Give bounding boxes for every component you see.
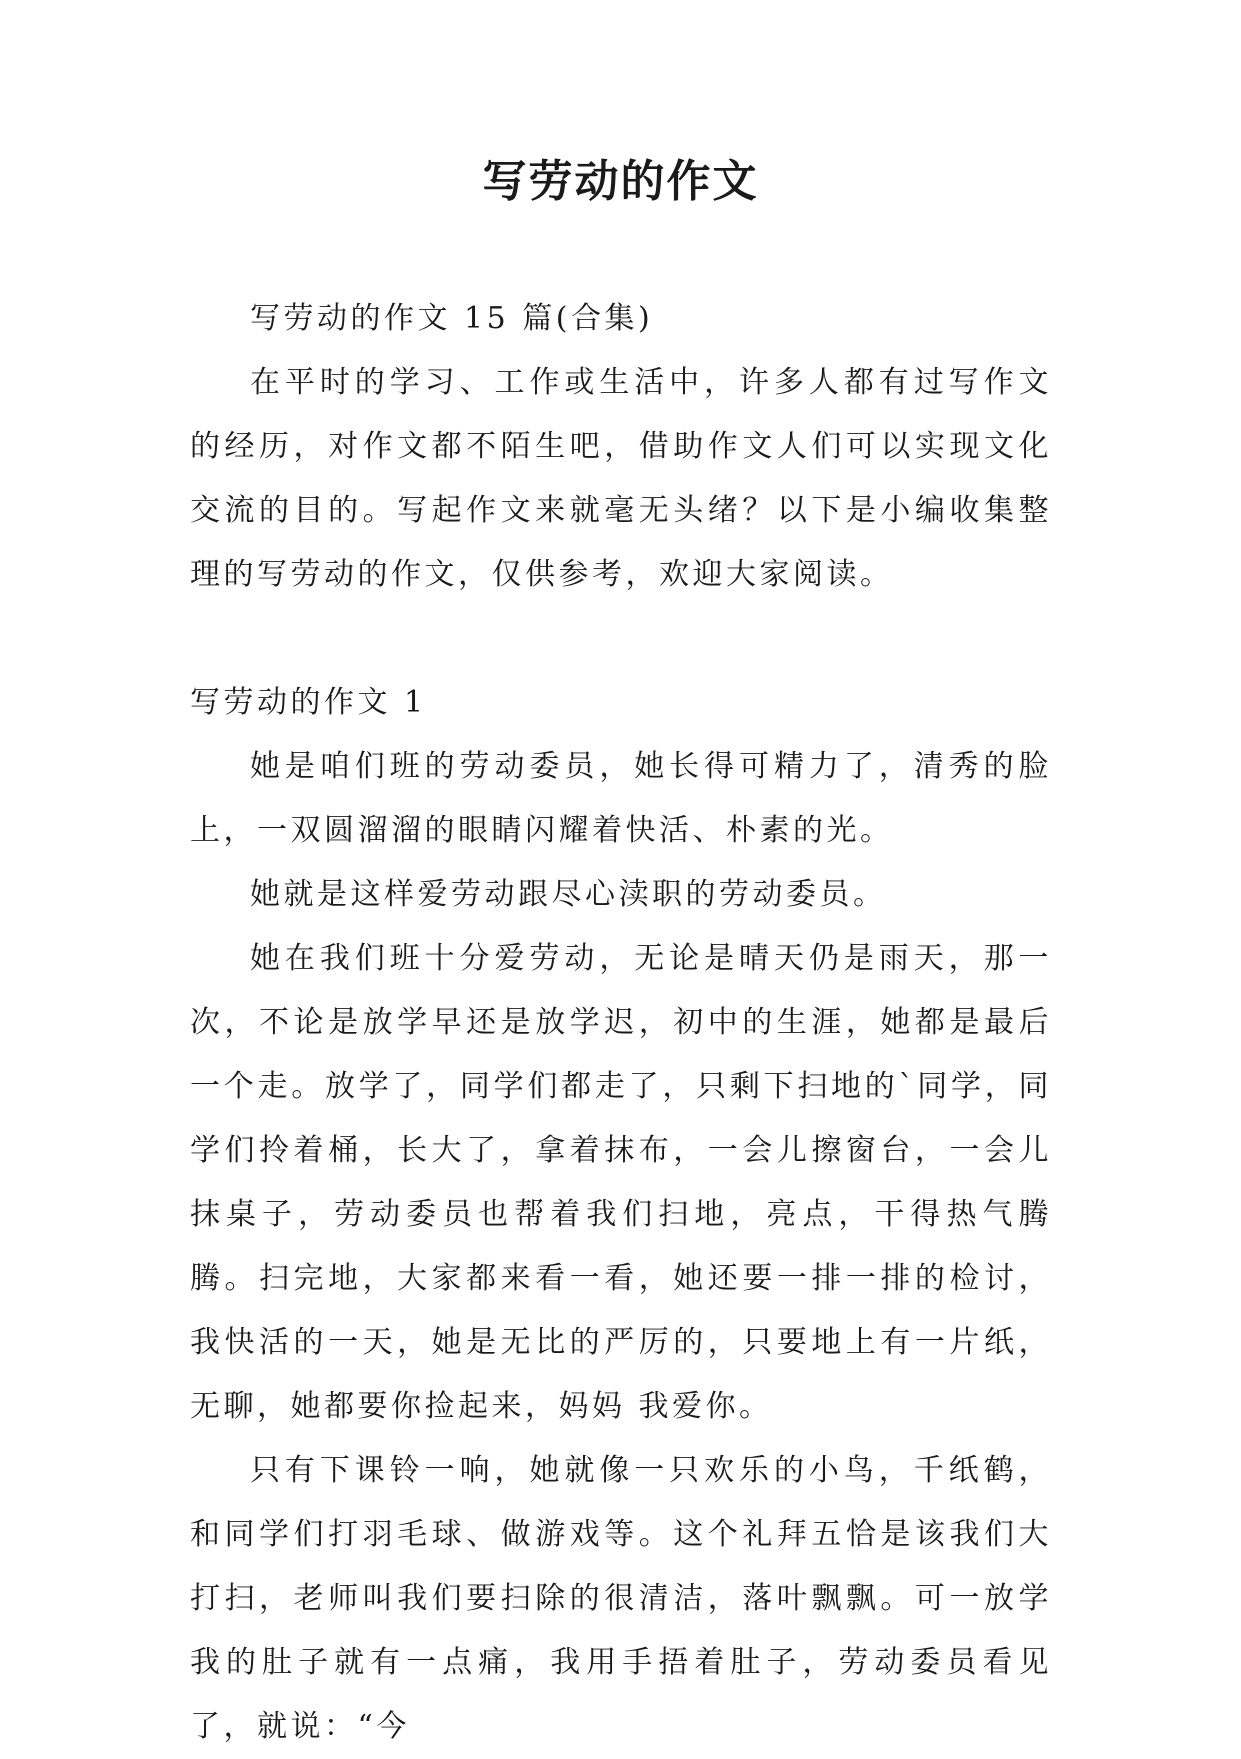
document-body — [190, 287, 1052, 1759]
subtitle-line: 写劳动的作文 15 篇(合集) — [250, 301, 654, 336]
body-paragraph: 她是咱们班的劳动委员，她长得可精力了，清秀的脸上，一双圆溜溜的眼睛闪耀着快活、朴素的光。 — [190, 749, 1052, 848]
body-paragraph: 她就是这样爱劳动跟尽心渎职的劳动委员。 — [250, 877, 887, 912]
document-title: 写劳动的作文 — [482, 156, 759, 207]
body-paragraph: 只有下课铃一响，她就像一只欢乐的小鸟，千纸鹤，和同学们打羽毛球、做游戏等。这个礼拜五恰是该我们大打扫，老师叫我们要扫除的很清洁，落叶飘飘。可一放学我的肚子就有一点痛，我用手捂着肚子，劳动委员看见了，就说：“今 — [190, 1453, 1052, 1744]
body-paragraph: 她在我们班十分爱劳动，无论是晴天仍是雨天，那一次，不论是放学早还是放学迟，初中的生涯，她都是最后一个走。放学了，同学们都走了，只剩下扫地的`同学，同学们拎着桶，长大了，拿着抹布，一会儿擦窗台，一会儿抹桌子，劳动委员也帮着我们扫地，亮点，干得热气腾腾。扫完地，大家都来看一看，她还要一排一排的检讨，我快活的一天，她是无比的严厉的，只要地上有一片纸，无聊，她都要你捡起来，妈妈 我爱你。 — [190, 941, 1052, 1424]
intro-paragraph: 在平时的学习、工作或生活中，许多人都有过写作文的经历，对作文都不陌生吧，借助作文人们可以实现文化交流的目的。写起作文来就毫无头绪？以下是小编收集整理的写劳动的作文，仅供参考，欢迎大家阅读。 — [190, 365, 1052, 592]
section-heading: 写劳动的作文 1 — [190, 685, 427, 720]
